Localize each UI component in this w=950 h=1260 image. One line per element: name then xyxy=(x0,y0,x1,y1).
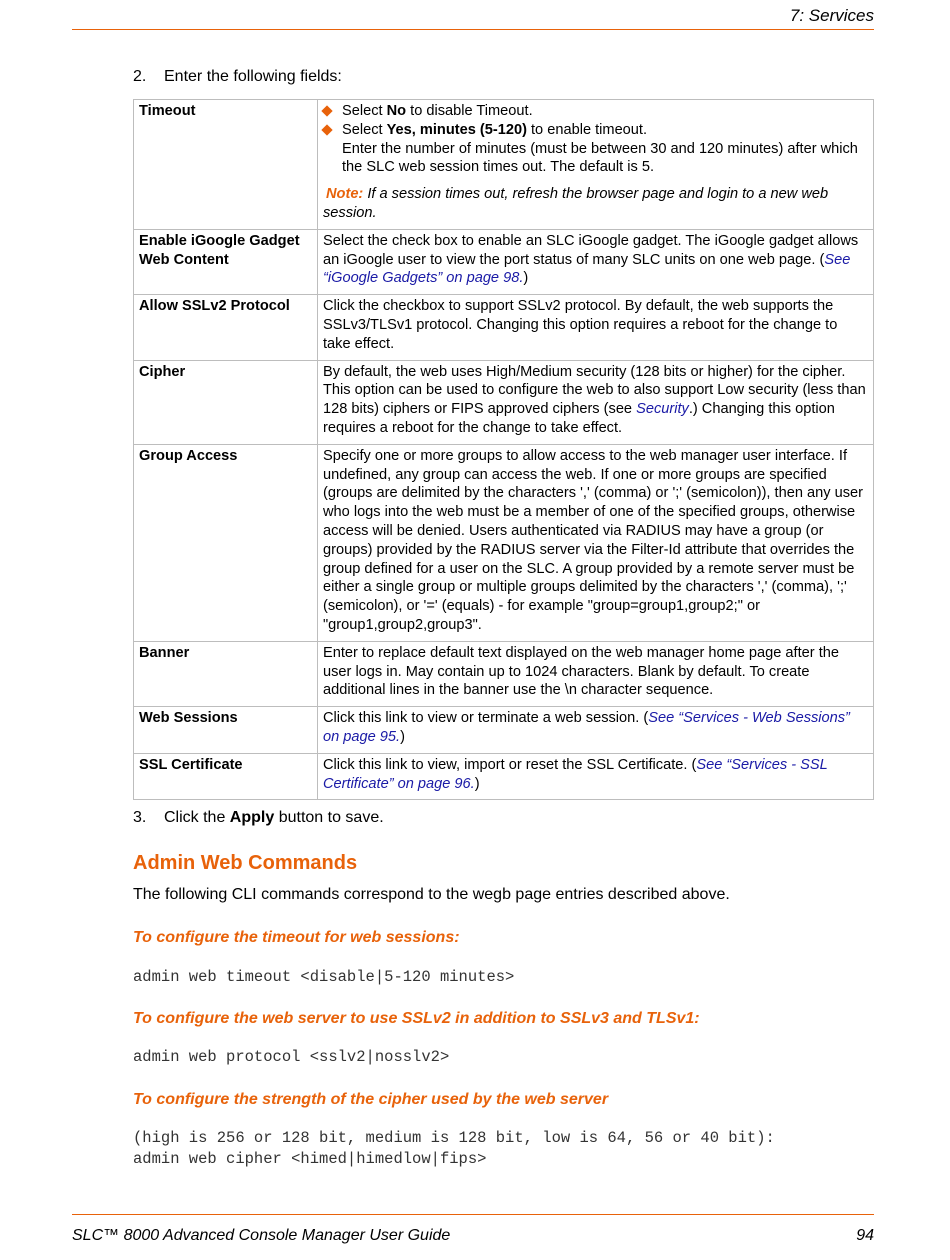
table-row xyxy=(134,753,874,800)
step-3: 3. Click the Apply button to save. xyxy=(133,809,384,826)
footer-rule xyxy=(72,1214,874,1215)
step-text: Enter the following fields: xyxy=(164,68,342,85)
table-row xyxy=(134,229,874,294)
field-label: Allow SSLv2 Protocol xyxy=(134,295,318,360)
page-number: 94 xyxy=(856,1227,874,1244)
cli-command: admin web protocol <sslv2|nosslv2> xyxy=(133,1048,450,1066)
table-row xyxy=(134,295,874,360)
field-label: Web Sessions xyxy=(134,707,318,754)
cli-command: admin web timeout <disable|5-120 minutes> xyxy=(133,968,515,986)
table-row xyxy=(134,444,874,641)
command-heading: To configure the strength of the cipher used by the web server xyxy=(133,1091,609,1108)
list-item: Select No to disable Timeout. xyxy=(323,102,868,121)
field-description: By default, the web uses High/Medium security (128 bits or higher) for the cipher. This option can be used to configure the web to also support Low security (less than 128 bits) ciphers or FIPS approved ciphers (see Security.) Changing this option requires a reboot for the change to take effect. xyxy=(318,360,874,444)
cli-command: (high is 256 or 128 bit, medium is 128 bit, low is 64, 56 or 40 bit): admin web cipher <himed|himedlow|fips> xyxy=(133,1129,775,1168)
apply-label: Apply xyxy=(229,809,275,826)
field-description: Click the checkbox to support SSLv2 protocol. By default, the web supports the SSLv3/TLSv1 protocol. Changing this option requires a reboot for the change to take effect. xyxy=(318,295,874,360)
section-title: Admin Web Commands xyxy=(133,852,358,874)
table-row xyxy=(134,100,874,230)
note xyxy=(323,185,868,223)
table-row xyxy=(134,360,874,444)
field-description: Specify one or more groups to allow access to the web manager user interface. If undefined, any group can access the web. If one or more groups are specified (groups are delimited by the characters ',' (comma) or ';' (semicolon)), then any user who logs into the web must be a member of one of the specified groups, otherwise access will be denied. Users authenticated via RADIUS may have a group (or groups) provided by the RADIUS server via the Filter-Id attribute that overrides the group defined for a user on the SLC. A group provided by a remote server must be either a single group or multiple groups delimited by the characters ',' (comma), ';' (semicolon), or '=' (equals) - for example "group=group1,group2;" or "group1,group2,group3". xyxy=(318,444,874,641)
step-2 xyxy=(133,68,342,86)
section-intro: The following CLI commands correspond to the wegb page entries described above. xyxy=(133,886,730,903)
field-label: Enable iGoogle Gadget Web Content xyxy=(134,229,318,294)
note-label: Note: xyxy=(326,186,364,203)
fields-table xyxy=(133,99,874,800)
note-text: If a session times out, refresh the browser page and login to a new web session. xyxy=(323,186,829,221)
command-heading: To configure the web server to use SSLv2 in addition to SSLv3 and TLSv1: xyxy=(133,1010,700,1027)
field-description: Click this link to view or terminate a web session. (See “Services - Web Sessions” on page 95.) xyxy=(318,707,874,754)
table-row xyxy=(134,707,874,754)
field-description: Click this link to view, import or reset the SSL Certificate. (See “Services - SSL Certificate” on page 96.) xyxy=(318,753,874,800)
diamond-bullet-icon xyxy=(321,124,332,135)
timeout-detail: Enter the number of minutes (must be between 30 and 120 minutes) after which the SLC web session times out. The default is 5. xyxy=(342,140,858,176)
command-heading: To configure the timeout for web sessions: xyxy=(133,929,460,946)
field-label: Cipher xyxy=(134,360,318,444)
field-description: Enter to replace default text displayed on the web manager home page after the user logs in. May contain up to 1024 characters. Blank by default. To create additional lines in the banner use the \n character sequence. xyxy=(318,641,874,706)
ssl-certificate-link[interactable]: See “Services - SSL Certificate” on page 96. xyxy=(323,756,828,792)
security-link[interactable]: Security xyxy=(636,401,689,418)
step-number: 3. xyxy=(133,809,147,826)
igoogle-link[interactable]: See “iGoogle Gadgets” on page 98. xyxy=(323,251,851,287)
field-label: Timeout xyxy=(134,100,318,230)
list-item: Select Yes, minutes (5-120) to enable timeout. xyxy=(323,121,868,140)
field-label: Banner xyxy=(134,641,318,706)
web-sessions-link[interactable]: See “Services - Web Sessions” on page 95. xyxy=(323,710,850,745)
step-number: 2. xyxy=(133,68,147,85)
field-description: Select the check box to enable an SLC iGoogle gadget. The iGoogle gadget allows an iGoogle user to view the port status of many SLC units on one web page. (See “iGoogle Gadgets” on page 98.) xyxy=(318,229,874,294)
field-label: Group Access xyxy=(134,444,318,641)
field-description xyxy=(318,100,874,230)
diamond-bullet-icon xyxy=(321,105,332,116)
table-row xyxy=(134,641,874,706)
field-label: SSL Certificate xyxy=(134,753,318,800)
chapter-header: 7: Services xyxy=(789,6,874,25)
footer-title: SLC™ 8000 Advanced Console Manager User Guide xyxy=(72,1227,451,1244)
header-rule xyxy=(72,29,874,30)
